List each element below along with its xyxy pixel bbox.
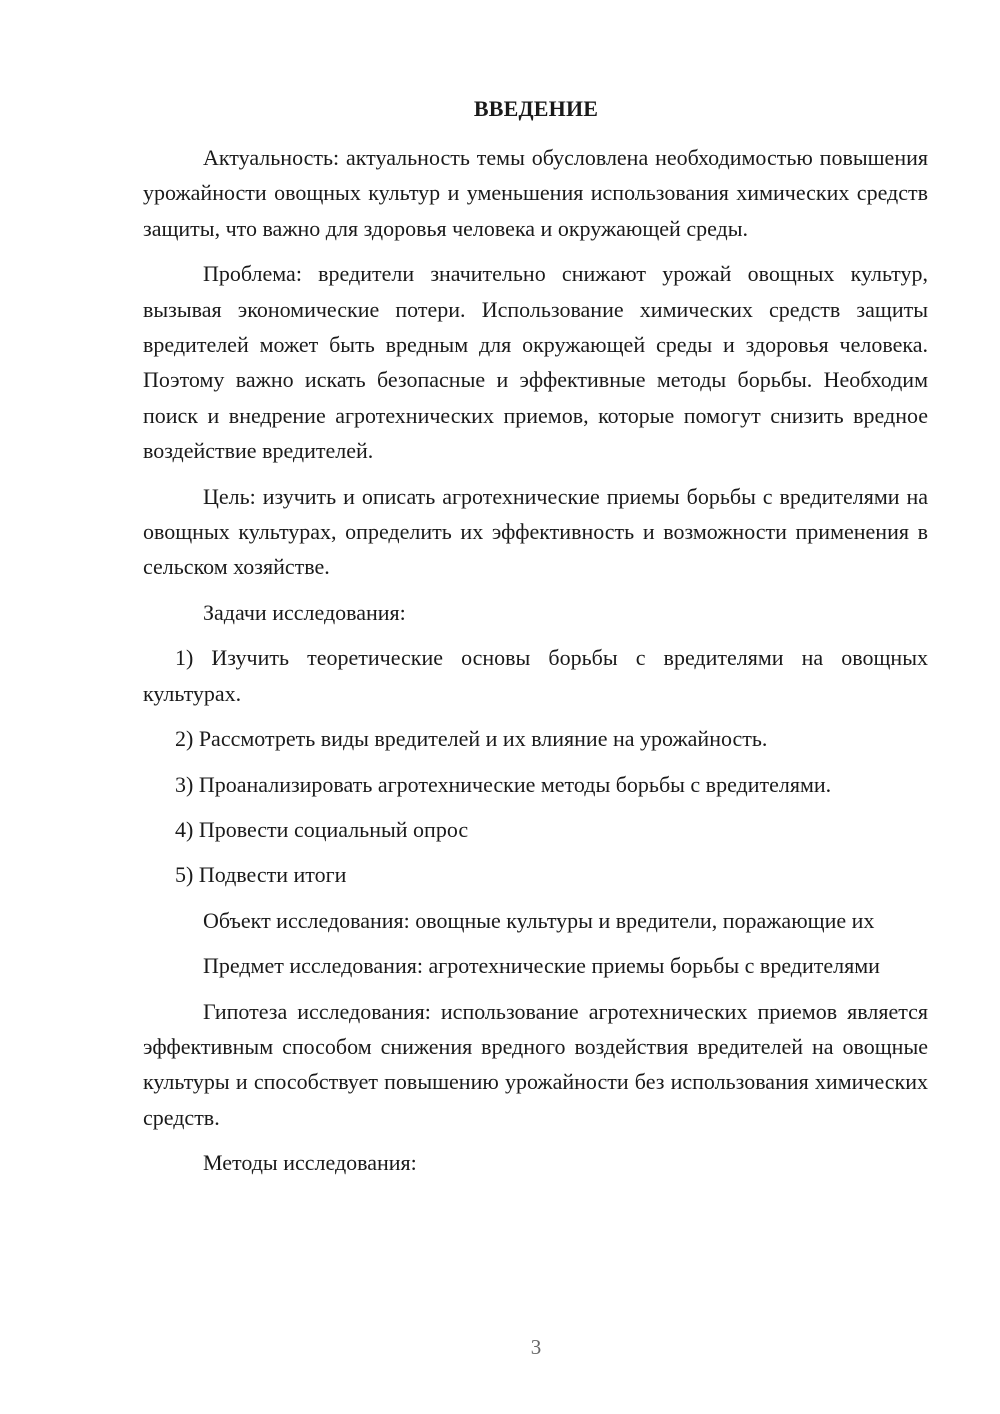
list-item: 3) Проанализировать агротехнические методы борьбы с вредителями.	[175, 771, 832, 797]
paragraph-goal: Цель: изучить и описать агротехнические приемы борьбы с вредителями на овощных культурах, определить их эффективность и возможности применения в сельском хозяйстве.	[143, 483, 928, 580]
body-text	[143, 140, 928, 1191]
list-item: 5) Подвести итоги	[175, 862, 347, 888]
tasks-title: Задачи исследования:	[203, 599, 406, 625]
paragraph-object: Объект исследования: овощные культуры и вредители, поражающие их	[203, 907, 875, 933]
list-item: 2) Рассмотреть виды вредителей и их влияние на урожайность.	[175, 726, 768, 752]
list-item: 1) Изучить теоретические основы борьбы с вредителями на овощных культурах.	[143, 645, 928, 706]
paragraph-subject: Предмет исследования: агротехнические приемы борьбы с вредителями	[203, 953, 880, 979]
paragraph-hypothesis: Гипотеза исследования: использование агротехнических приемов является эффективным способом снижения вредного воздействия вредителей на овощные культуры и способствует повышению урожайности без использования химических средств.	[143, 998, 928, 1130]
methods-title: Методы исследования:	[203, 1150, 417, 1176]
paragraph-problem: Проблема: вредители значительно снижают урожай овощных культур, вызывая экономические потери. Использование химических средств защиты вредителей может быть вредным для окружающей среды и здоровья человека. Поэтому важно искать безопасные и эффективные методы борьбы. Необходим поиск и внедрение агротехнических приемов, которые помогут снизить вредное воздействие вредителей.	[143, 261, 928, 464]
tasks-list	[143, 640, 928, 892]
list-item: 4) Провести социальный опрос	[175, 816, 469, 842]
page-number: 3	[530, 1335, 542, 1359]
paragraph-relevance: Актуальность: актуальность темы обусловлена необходимостью повышения урожайности овощных культур и уменьшения использования химических средств защиты, что важно для здоровья человека и окружающей среды.	[143, 145, 928, 241]
section-heading: ВВЕДЕНИЕ	[473, 96, 599, 121]
